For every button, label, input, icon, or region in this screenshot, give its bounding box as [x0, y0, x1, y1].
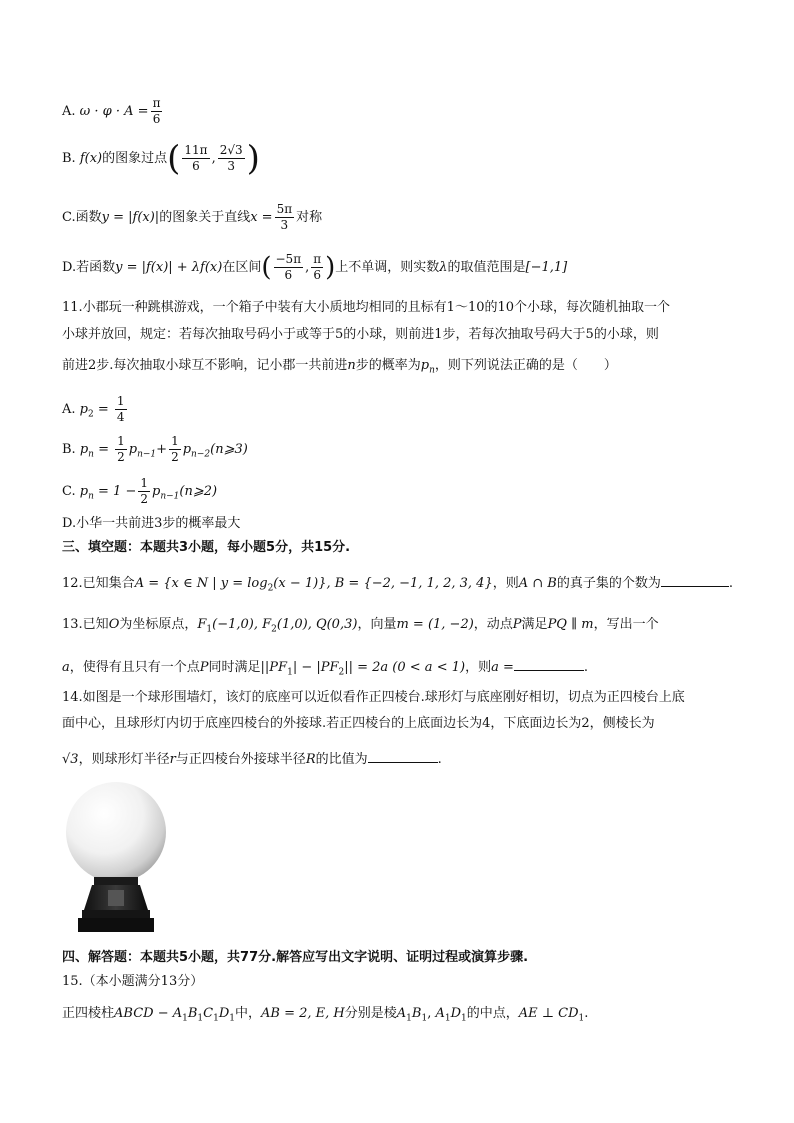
base-foot [82, 910, 150, 918]
q13-line1: 13.已知O为坐标原点，$F_1(-1,0)$, $F_2(1,0)$, Q(0,3)，向量m = (1, −2)，动点P满足PQ ∥ m，写出一个 [62, 617, 659, 635]
fraction: $\frac{1}{4}$ [116, 394, 125, 424]
fraction: $\frac{\pi}{6}$ [313, 252, 322, 282]
answer-blank[interactable] [661, 572, 729, 587]
q13-line2: a，使得有且只有一个点P同时满足$||PF_1| - |PF_2|| = 2a$ (0 < a < 1)，则a = . [62, 656, 588, 683]
fraction: $\frac{5\pi}{3}$ [276, 202, 293, 232]
q11-option-a: A. $p_2$ = $\frac{1}{4}$ [62, 394, 125, 424]
q14-line3: √3，则球形灯半径r与正四棱台外接球半径R的比值为 . [62, 748, 442, 770]
q11-option-d: D.小华一共前进3步的概率最大 [62, 516, 241, 531]
q11-line2: 小球并放回，规定：若每次抽取号码小于或等于5的小球，则前进1步，若每次抽取号码大于5的小球，则 [62, 327, 659, 342]
fraction: $\frac{11\pi}{6}$ [184, 143, 208, 173]
option-label: A. [62, 104, 80, 119]
q15-text: 正四棱柱ABCD − $A_1B_1C_1D_1$中，AB = 2, E, H分别是棱$A_1B_1$, $A_1D_1$的中点，AE ⊥ $CD_1$. [62, 1006, 589, 1024]
option-a-formula: ω · φ · A = [79, 104, 149, 119]
base-plate [108, 890, 124, 906]
answer-blank[interactable] [368, 748, 438, 763]
option-b: B. f(x)的图象过点( $\frac{11\pi}{6}$ , $\frac{2√3}{3}$ ) [62, 138, 260, 179]
q11-line1: 11.小郡玩一种跳棋游戏，一个箱子中装有大小质地均相同的且标有1～10的10个小球，每次随机抽取一个 [62, 300, 671, 315]
answer-blank[interactable] [514, 656, 584, 671]
q14-line1: 14.如图是一个球形围墙灯，该灯的底座可以近似看作正四棱台.球形灯与底座刚好相切，切点为正四棱台上底 [62, 690, 685, 705]
globe [66, 782, 166, 882]
section3-heading: 三、填空题：本题共3小题，每小题5分，共15分. [62, 540, 351, 555]
fraction: $\frac{1}{2}$ [117, 434, 125, 464]
fraction: $\frac{\pi}{6}$ [152, 96, 161, 126]
q11-option-b: B. $p_n$ = $\frac{1}{2}$ $p_{n-1}+$ $\frac{1}{2}$ $p_{n-2}(n⩾3)$ [62, 434, 248, 464]
q15-header: 15.（本小题满分13分） [62, 974, 204, 989]
option-d: D.若函数y = |f(x)| + λf(x)在区间( $\frac{-5\pi}{6}$ , $\frac{\pi}{6}$ )上不单调，则实数λ的取值范围是[−1,1] [62, 252, 568, 283]
base-plinth [78, 918, 154, 932]
option-c: C.函数y = |f(x)|的图象关于直线x = $\frac{5\pi}{3}$ 对称 [62, 202, 323, 232]
fraction: $\frac{-5\pi}{6}$ [275, 252, 302, 282]
fraction: $\frac{1}{2}$ [171, 434, 179, 464]
lamp-collar [94, 877, 138, 885]
section4-heading: 四、解答题：本题共5小题，共77分.解答应写出文字说明、证明过程或演算步骤. [62, 950, 529, 965]
option-a [62, 96, 164, 127]
q11-line3: 前进2步.每次抽取小球互不影响，记小郡一共前进n步的概率为$p_n$，则下列说法正确的是（ ） [62, 358, 617, 376]
fraction: $\frac{2√3}{3}$ [219, 143, 243, 173]
q14-line2: 面中心，且球形灯内切于底座四棱台的外接球.若正四棱台的上底面边长为4，下底面边长为2，侧棱长为 [62, 716, 655, 731]
q11-option-c: C. $p_n = 1$ − $\frac{1}{2}$ $p_{n-1}(n⩾2)$ [62, 476, 218, 506]
fraction: $\frac{1}{2}$ [140, 476, 148, 506]
spherical-lamp-image [64, 780, 168, 938]
q12: 12.已知集合A = {x ∈ N | $y = \log_2(x - 1)$}, B = {−2, −1, 1, 2, 3, 4}，则A ∩ B的真子集的个数为 . [62, 572, 733, 599]
